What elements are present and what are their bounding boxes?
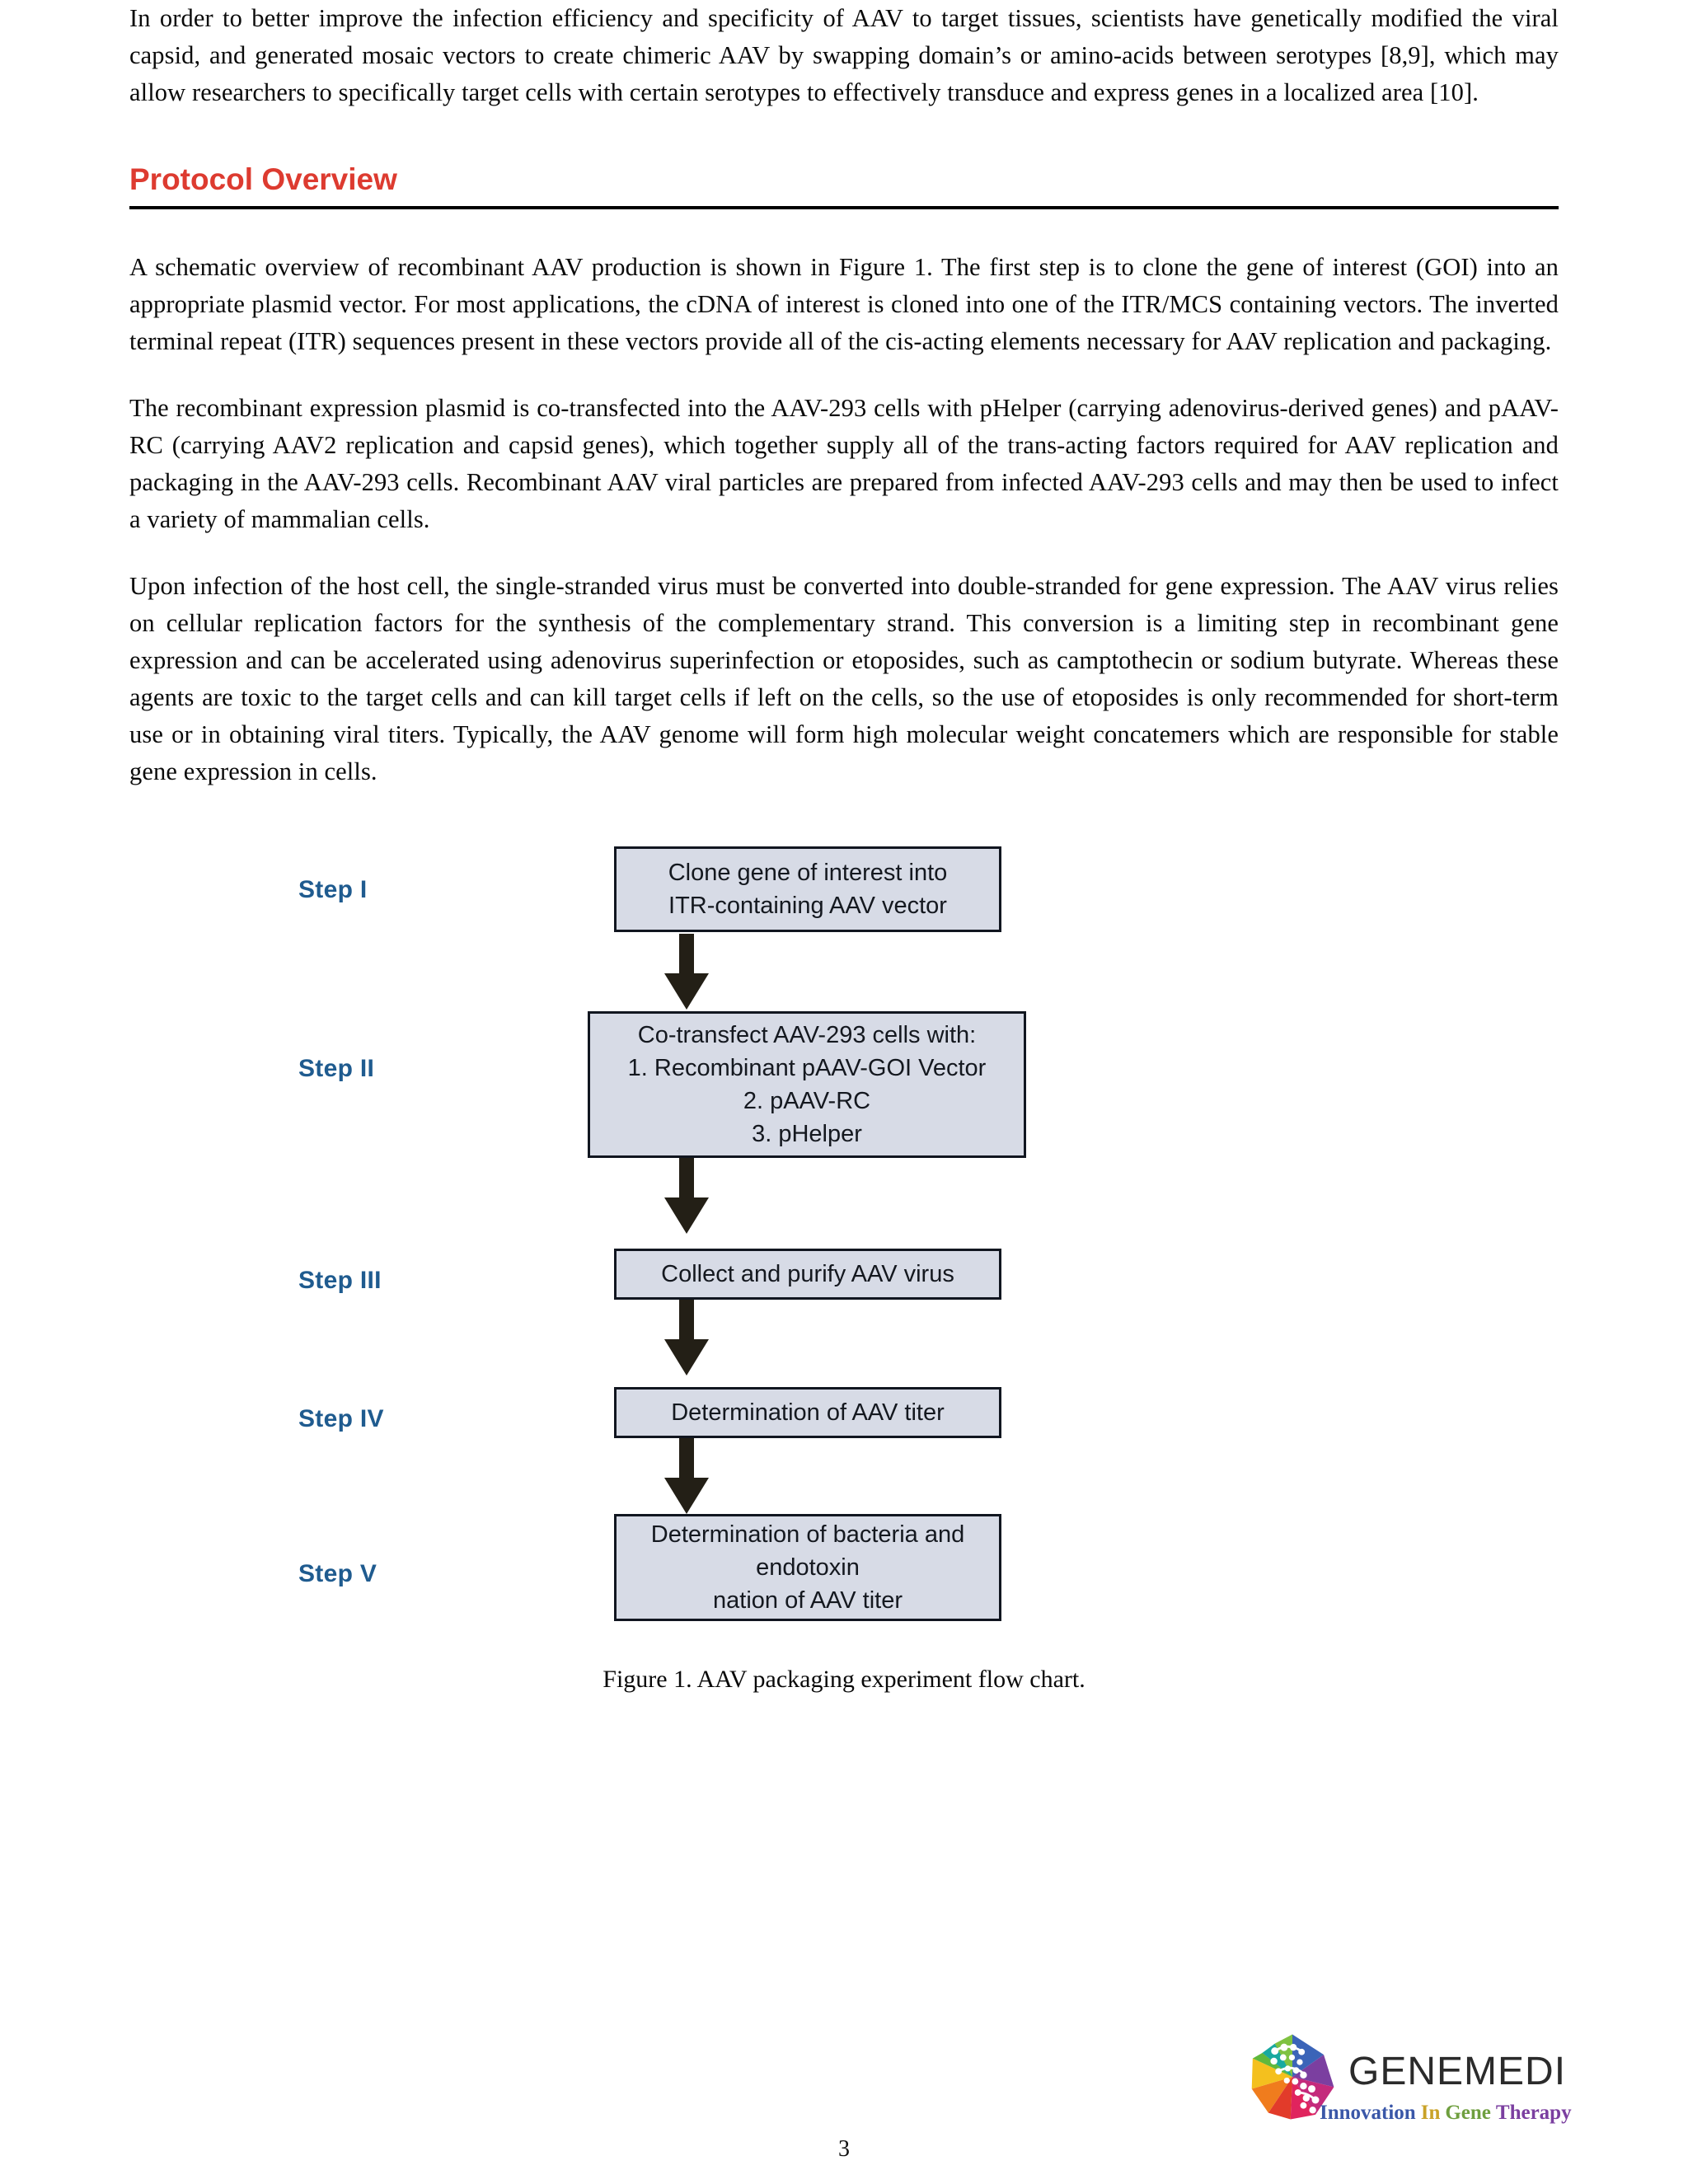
section-divider [129,206,1559,209]
section-header [129,162,1559,209]
flow-box-line: Co-transfect AAV-293 cells with: [637,1022,977,1048]
figure-caption: Figure 1. AAV packaging experiment flow chart. [603,1666,1085,1693]
down-arrow-icon [658,1300,715,1379]
flow-box-line: Determination of AAV titer [671,1399,945,1426]
figure-1 [129,828,1559,1693]
overview-paragraph-2: The recombinant expression plasmid is co-transfected into the AAV-293 cells with pHelper (carrying adenovirus-derived genes) and pAAV-RC (carrying AAV2 replication and capsid genes), which together supply all of the trans-acting factors required for AAV replication and packaging in the AAV-293 cells. Recombinant AAV viral particles are prepared from infected AAV-293 cells and may then be used to infect a variety of mammalian cells. [129,394,1559,533]
tagline-word-1: Innovation [1320,2102,1416,2124]
flow-box-line: Clone gene of interest into [668,860,948,886]
brand-tagline [1320,2102,1577,2125]
tagline-word-3: Gene [1445,2102,1491,2124]
flow-box-line: ITR-containing AAV vector [668,893,947,919]
flow-box-step-1 [614,846,1001,932]
flow-box-step-5 [614,1514,1001,1621]
flow-box-step-2 [588,1011,1026,1158]
step-label-4: Step IV [298,1405,384,1432]
page-title: Protocol Overview [129,162,397,196]
flow-box-step-4 [614,1387,1001,1438]
flow-box-line: 3. pHelper [752,1121,862,1147]
flow-box-line: Collect and purify AAV virus [661,1261,954,1287]
down-arrow-icon [658,1158,715,1237]
brand-logo [1246,2029,1572,2135]
tagline-word-4: Therapy [1495,2102,1572,2124]
step-label-2: Step II [298,1055,375,1082]
step-label-1: Step I [298,876,368,903]
intro-paragraph: In order to better improve the infection efficiency and specificity of AAV to target tissues, scientists have genetically modified the viral capsid, and generated mosaic vectors to create chimeric AAV by swapping domain’s or amino-acids between serotypes [8,9], which may allow researchers to specifically target cells with certain serotypes to effectively transduce and express genes in a localized area [10]. [129,4,1559,106]
tagline-word-2: In [1420,2102,1441,2124]
overview-paragraph-1: A schematic overview of recombinant AAV production is shown in Figure 1. The first step is to clone the gene of interest (GOI) into an appropriate plasmid vector. For most applications, the cDNA of interest is cloned into one of the ITR/MCS containing vectors. The inverted terminal repeat (ITR) sequences present in these vectors provide all of the cis-acting elements necessary for AAV replication and packaging. [129,253,1559,355]
flow-box-line: nation of AAV titer [713,1587,903,1614]
flow-box-line: Determination of bacteria and [650,1521,965,1548]
down-arrow-icon [658,1438,715,1517]
overview-paragraph-3: Upon infection of the host cell, the single-stranded virus must be converted into double-stranded for gene expression. The AAV virus relies on cellular replication factors for the synthesis of the complementary strand. This conversion is a limiting step in recombinant gene expression and can be accelerated using adenovirus superinfection or etoposides, such as camptothecin or sodium butyrate. Whereas these agents are toxic to the target cells and can kill target cells if left on the cells, so the use of etoposides is only recommended for short-term use or in obtaining viral titers. Typically, the AAV genome will form high molecular weight concatemers which are responsible for stable gene expression in cells. [129,572,1559,785]
brand-wordmark: GENEMEDI [1348,2050,1567,2093]
flow-box-line: 1. Recombinant pAAV-GOI Vector [627,1055,987,1081]
page-number: 3 [838,2136,850,2162]
flow-box-line: 2. pAAV-RC [743,1088,871,1114]
flow-box-step-3 [614,1249,1001,1300]
flowchart [129,828,1559,1652]
down-arrow-icon [658,934,715,1013]
step-label-5: Step V [298,1560,377,1587]
flow-box-line: endotoxin [756,1554,860,1581]
step-label-3: Step III [298,1267,382,1294]
page-content [129,0,1559,1693]
